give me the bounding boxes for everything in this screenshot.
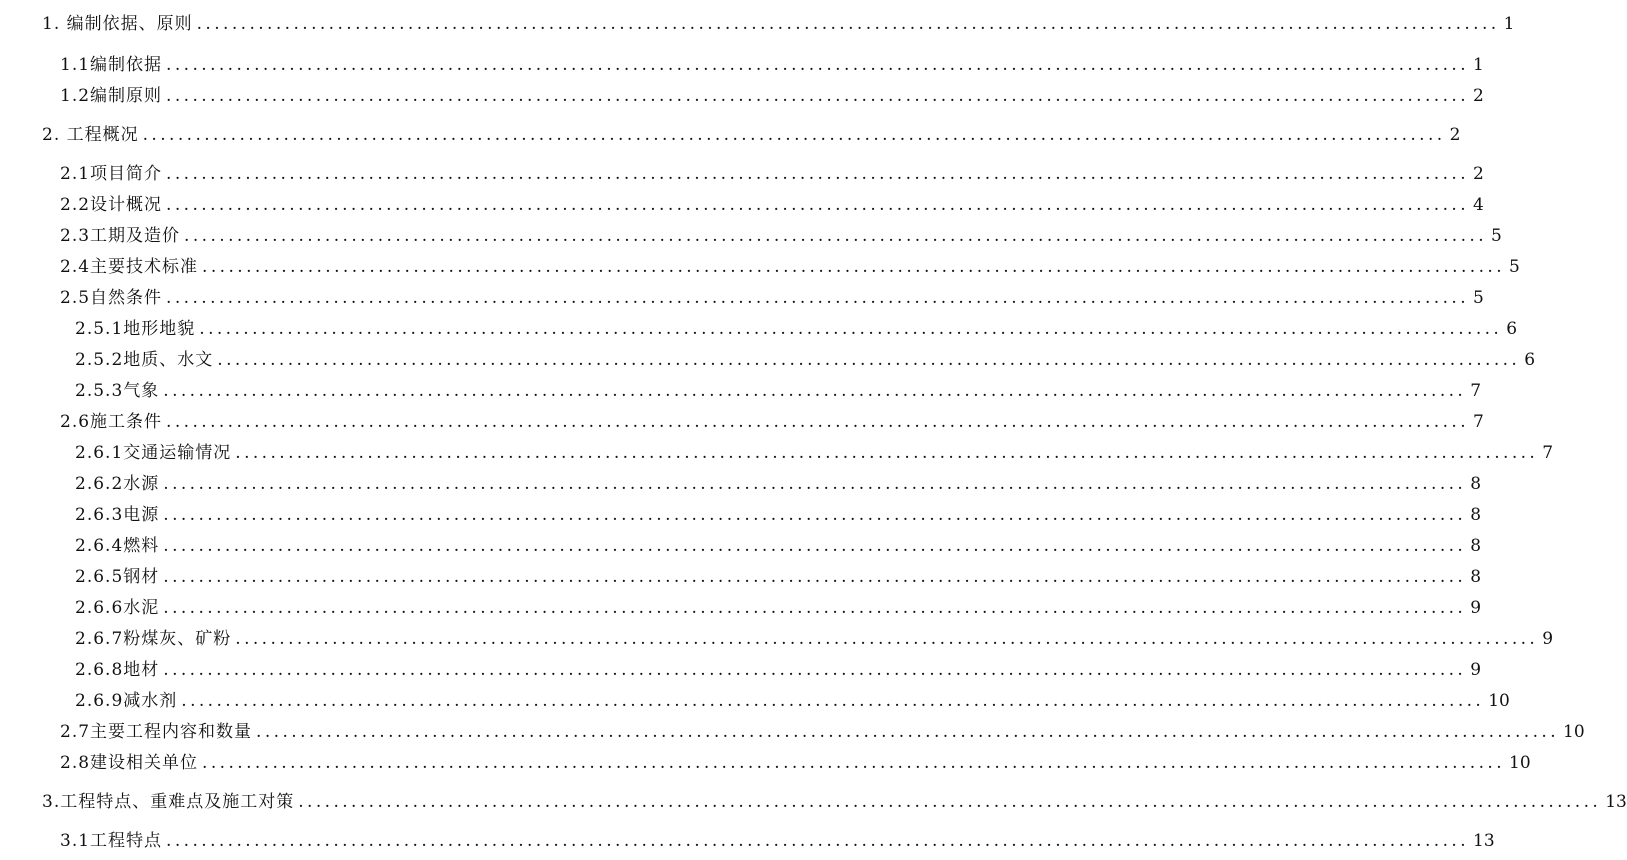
- toc-entry[interactable]: [75, 659, 1482, 681]
- toc-entry[interactable]: [42, 13, 1515, 35]
- toc-entry-title: 2.6.5钢材: [75, 567, 160, 587]
- toc-entry-page-number: 2: [1473, 86, 1484, 106]
- toc-entry-page-number: 6: [1506, 319, 1518, 339]
- toc-dot-leader: ....................................................................................................................................................: [256, 722, 1560, 742]
- toc-entry-page-number: 1: [1503, 14, 1515, 34]
- toc-dot-leader: ....................................................................................................................................................: [217, 350, 1521, 370]
- toc-entry-title: 3.1工程特点: [60, 831, 163, 851]
- toc-entry[interactable]: [75, 473, 1482, 495]
- toc-dot-leader: ....................................................................................................................................................: [163, 381, 1467, 401]
- toc-entry[interactable]: [75, 597, 1482, 619]
- toc-entry-page-number: 8: [1470, 567, 1482, 587]
- toc-entry-title: 2.6施工条件: [60, 412, 163, 432]
- toc-entry[interactable]: [60, 752, 1531, 774]
- toc-entry-page-number: 9: [1470, 598, 1482, 618]
- toc-entry-title: 1.1编制依据: [60, 55, 163, 75]
- toc-entry[interactable]: [60, 411, 1484, 433]
- toc-dot-leader: ....................................................................................................................................................: [166, 288, 1470, 308]
- toc-entry-title: 2. 工程概况: [42, 125, 139, 145]
- toc-dot-leader: ....................................................................................................................................................: [163, 660, 1467, 680]
- toc-dot-leader: ....................................................................................................................................................: [235, 629, 1539, 649]
- toc-entry[interactable]: [60, 256, 1520, 278]
- toc-entry-page-number: 5: [1509, 257, 1520, 277]
- toc-dot-leader: ....................................................................................................................................................: [298, 792, 1602, 812]
- toc-entry-page-number: 13: [1605, 792, 1627, 812]
- toc-entry[interactable]: [75, 318, 1518, 340]
- toc-entry[interactable]: [60, 830, 1495, 852]
- toc-dot-leader: ....................................................................................................................................................: [163, 505, 1467, 525]
- toc-dot-leader: ....................................................................................................................................................: [163, 598, 1467, 618]
- toc-entry-title: 2.5.1地形地貌: [75, 319, 196, 339]
- toc-dot-leader: ....................................................................................................................................................: [166, 164, 1470, 184]
- toc-entry-page-number: 13: [1473, 831, 1495, 851]
- toc-entry-page-number: 8: [1470, 474, 1482, 494]
- toc-entry-page-number: 10: [1509, 753, 1531, 773]
- toc-entry-title: 1. 编制依据、原则: [42, 14, 193, 34]
- toc-entry-page-number: 2: [1473, 164, 1484, 184]
- toc-entry-title: 2.3工期及造价: [60, 226, 181, 246]
- toc-entry[interactable]: [60, 163, 1484, 185]
- toc-entry-page-number: 7: [1542, 443, 1554, 463]
- toc-entry[interactable]: [75, 380, 1482, 402]
- toc-dot-leader: ....................................................................................................................................................: [181, 691, 1485, 711]
- toc-entry-page-number: 10: [1563, 722, 1585, 742]
- toc-entry-title: 2.5自然条件: [60, 288, 163, 308]
- toc-entry-title: 2.6.6水泥: [75, 598, 160, 618]
- toc-entry[interactable]: [75, 566, 1482, 588]
- toc-dot-leader: ....................................................................................................................................................: [163, 474, 1467, 494]
- toc-entry-title: 2.1项目简介: [60, 164, 163, 184]
- toc-entry-page-number: 5: [1473, 288, 1484, 308]
- toc-entry[interactable]: [75, 504, 1482, 526]
- toc-dot-leader: ....................................................................................................................................................: [184, 226, 1488, 246]
- toc-entry-title: 2.5.3气象: [75, 381, 160, 401]
- toc-entry-page-number: 4: [1473, 195, 1484, 215]
- toc-entry[interactable]: [75, 535, 1482, 557]
- toc-dot-leader: ....................................................................................................................................................: [166, 86, 1470, 106]
- toc-dot-leader: ....................................................................................................................................................: [196, 14, 1500, 34]
- toc-entry[interactable]: [60, 194, 1484, 216]
- toc-dot-leader: ....................................................................................................................................................: [199, 319, 1503, 339]
- toc-entry-title: 2.4主要技术标准: [60, 257, 199, 277]
- toc-entry-title: 2.6.1交通运输情况: [75, 443, 232, 463]
- toc-entry-page-number: 5: [1491, 226, 1502, 246]
- toc-entry-title: 2.6.8地材: [75, 660, 160, 680]
- toc-entry[interactable]: [60, 721, 1585, 743]
- toc-entry-title: 2.6.2水源: [75, 474, 160, 494]
- toc-entry[interactable]: [60, 287, 1484, 309]
- toc-entry[interactable]: [60, 54, 1484, 76]
- toc-dot-leader: ....................................................................................................................................................: [163, 567, 1467, 587]
- toc-entry-title: 3.工程特点、重难点及施工对策: [42, 792, 295, 812]
- toc-entry[interactable]: [75, 349, 1536, 371]
- toc-entry[interactable]: [42, 124, 1461, 146]
- toc-entry-title: 2.8建设相关单位: [60, 753, 199, 773]
- toc-entry-page-number: 9: [1542, 629, 1554, 649]
- toc-entry-page-number: 10: [1488, 691, 1510, 711]
- toc-dot-leader: ....................................................................................................................................................: [166, 831, 1470, 851]
- toc-entry[interactable]: [42, 791, 1627, 813]
- toc-entry[interactable]: [75, 442, 1554, 464]
- toc-entry-page-number: 9: [1470, 660, 1482, 680]
- toc-entry[interactable]: [75, 690, 1510, 712]
- toc-entry-title: 2.6.7粉煤灰、矿粉: [75, 629, 232, 649]
- toc-entry[interactable]: [75, 628, 1554, 650]
- toc-dot-leader: ....................................................................................................................................................: [202, 257, 1506, 277]
- toc-entry-page-number: 1: [1473, 55, 1484, 75]
- toc-entry-title: 2.6.9减水剂: [75, 691, 178, 711]
- toc-entry[interactable]: [60, 85, 1484, 107]
- toc-entry-page-number: 8: [1470, 505, 1482, 525]
- toc-entry-page-number: 6: [1524, 350, 1536, 370]
- toc-dot-leader: ....................................................................................................................................................: [166, 55, 1470, 75]
- toc-entry-title: 2.7主要工程内容和数量: [60, 722, 253, 742]
- toc-dot-leader: ....................................................................................................................................................: [166, 195, 1470, 215]
- toc-entry-title: 1.2编制原则: [60, 86, 163, 106]
- toc-entry-page-number: 7: [1473, 412, 1484, 432]
- toc-entry-title: 2.6.3电源: [75, 505, 160, 525]
- toc-entry-title: 2.2设计概况: [60, 195, 163, 215]
- toc-dot-leader: ....................................................................................................................................................: [142, 125, 1446, 145]
- toc-entry-page-number: 8: [1470, 536, 1482, 556]
- toc-dot-leader: ....................................................................................................................................................: [202, 753, 1506, 773]
- toc-entry-page-number: 2: [1449, 125, 1461, 145]
- toc-dot-leader: ....................................................................................................................................................: [235, 443, 1539, 463]
- toc-entry-title: 2.5.2地质、水文: [75, 350, 214, 370]
- toc-entry-page-number: 7: [1470, 381, 1482, 401]
- toc-dot-leader: ....................................................................................................................................................: [163, 536, 1467, 556]
- toc-entry[interactable]: [60, 225, 1502, 247]
- toc-entry-title: 2.6.4燃料: [75, 536, 160, 556]
- toc-dot-leader: ....................................................................................................................................................: [166, 412, 1470, 432]
